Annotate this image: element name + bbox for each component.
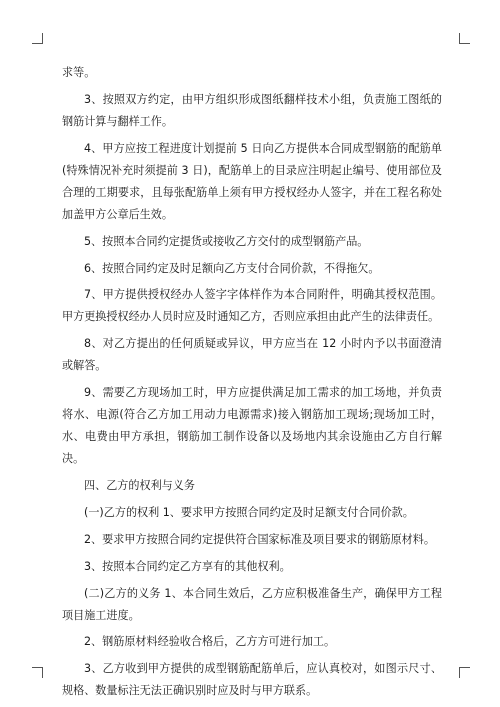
paragraph: 3、按照双方约定，由甲方组织形成图纸翻样技术小组，负责施工图纸的钢筋计算与翻样工作。: [62, 92, 442, 128]
paragraph: 7、甲方提供授权经办人签字字体样作为本合同附件，明确其授权范围。甲方更换授权经办人员时应及时通知乙方，否则应承担由此产生的法律责任。: [62, 288, 442, 324]
crop-mark-top-right: [459, 33, 470, 44]
paragraph: 9、需要乙方现场加工时，甲方应提供满足加工需求的加工场地，并负责将水、电源(符合乙方加工用动力电源需求)接入钢筋加工现场;现场加工时，水、电费由甲方承担，钢筋加工制作设备以及场地内其余设施由乙方自行解决。: [62, 386, 442, 466]
crop-mark-top-left: [32, 33, 43, 44]
crop-mark-bottom-left: [32, 667, 43, 678]
paragraph: 求等。: [62, 66, 96, 79]
paragraph: 5、按照本合同约定提货或接收乙方交付的成型钢筋产品。: [84, 234, 369, 248]
paragraph: 6、按照合同约定及时足额向乙方支付合同价款，不得拖欠。: [84, 261, 380, 275]
paragraph: 2、钢筋原材料经验收合格后，乙方方可进行加工。: [84, 635, 336, 649]
paragraph: 3、乙方收到甲方提供的成型钢筋配筋单后，应认真校对，如图示尺寸、规格、数量标注无法正确识别时应及时与甲方联系。: [62, 662, 442, 698]
crop-mark-bottom-right: [459, 667, 470, 678]
paragraph: (二)乙方的义务 1、本合同生效后，乙方应积极准备生产，确保甲方工程项目施工进度。: [62, 586, 442, 622]
paragraph: 4、甲方应按工程进度计划提前 5 日向乙方提供本合同成型钢筋的配筋单(特殊情况补充时须提前 3 日)，配筋单上的目录应注明起止编号、使用部位及合理的工期要求，且每张配筋单上须有甲方授权经办人签字，并在工程名称处加盖甲方公章后生效。: [62, 141, 442, 221]
paragraph: (一)乙方的权利 1、要求甲方按照合同约定及时足额支付合同价款。: [84, 506, 414, 520]
section-heading: 四、乙方的权利与义务: [84, 479, 195, 493]
paragraph: 2、要求甲方按照合同约定提供符合国家标准及项目要求的钢筋原材料。: [84, 532, 435, 546]
document-body: [62, 62, 442, 707]
paragraph: 3、按照本合同约定乙方享有的其他权利。: [84, 559, 291, 573]
paragraph: 8、对乙方提出的任何质疑或异议，甲方应当在 12 小时内予以书面澄清或解答。: [62, 337, 442, 373]
